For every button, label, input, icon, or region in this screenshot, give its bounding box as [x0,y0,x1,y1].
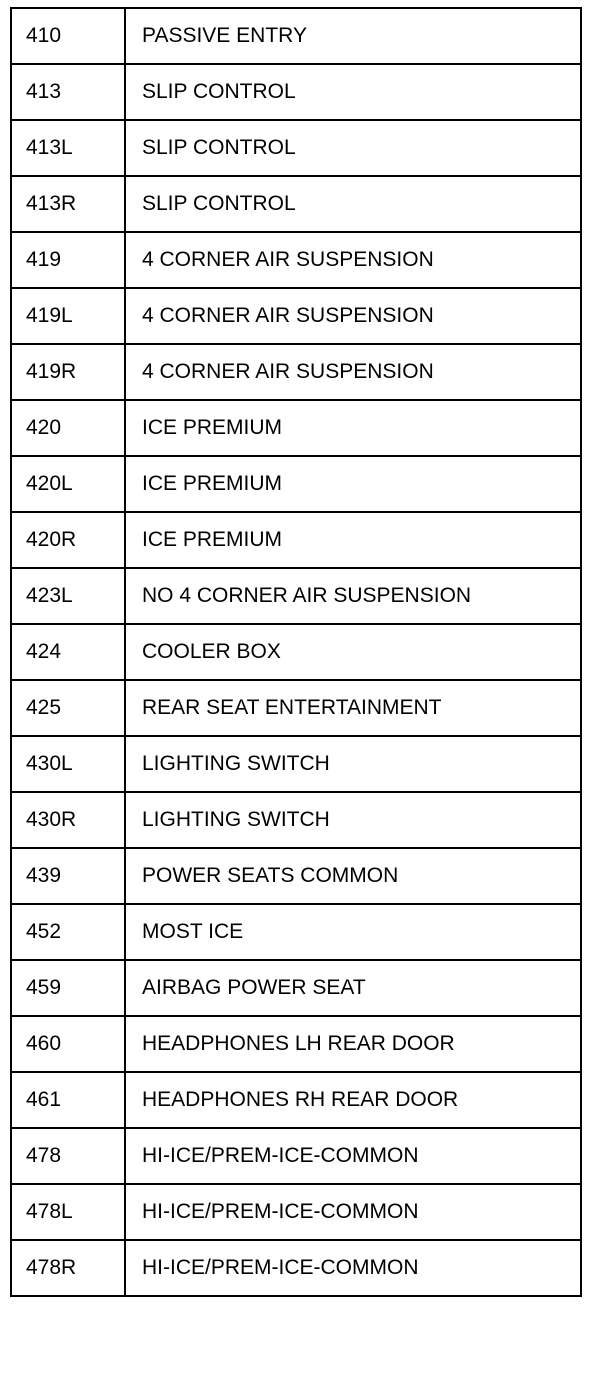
description-cell: 4 CORNER AIR SUSPENSION [125,288,581,344]
table-row [11,64,581,120]
table-row [11,680,581,736]
table-row [11,288,581,344]
table-row [11,8,581,64]
code-cell: 419R [11,344,125,400]
table-row [11,624,581,680]
code-cell: 420L [11,456,125,512]
code-cell: 459 [11,960,125,1016]
table-row [11,736,581,792]
code-cell: 413R [11,176,125,232]
description-cell: 4 CORNER AIR SUSPENSION [125,344,581,400]
table-row [11,960,581,1016]
table-row [11,176,581,232]
description-cell: HI-ICE/PREM-ICE-COMMON [125,1128,581,1184]
code-cell: 452 [11,904,125,960]
description-cell: ICE PREMIUM [125,456,581,512]
description-cell: REAR SEAT ENTERTAINMENT [125,680,581,736]
description-cell: 4 CORNER AIR SUSPENSION [125,232,581,288]
description-cell: SLIP CONTROL [125,64,581,120]
code-cell: 419 [11,232,125,288]
table-row [11,568,581,624]
description-cell: LIGHTING SWITCH [125,792,581,848]
code-cell: 425 [11,680,125,736]
table-row [11,1184,581,1240]
description-cell: NO 4 CORNER AIR SUSPENSION [125,568,581,624]
code-cell: 423L [11,568,125,624]
code-cell: 430L [11,736,125,792]
code-cell: 420R [11,512,125,568]
description-cell: SLIP CONTROL [125,176,581,232]
code-cell: 478L [11,1184,125,1240]
connector-code-table [10,7,582,1297]
code-cell: 460 [11,1016,125,1072]
table-row [11,1240,581,1296]
table-row [11,792,581,848]
code-cell: 478 [11,1128,125,1184]
table-row [11,1072,581,1128]
code-cell: 413 [11,64,125,120]
description-cell: COOLER BOX [125,624,581,680]
description-cell: HI-ICE/PREM-ICE-COMMON [125,1240,581,1296]
table-row [11,456,581,512]
description-cell: HI-ICE/PREM-ICE-COMMON [125,1184,581,1240]
code-cell: 413L [11,120,125,176]
table-row [11,1128,581,1184]
code-cell: 439 [11,848,125,904]
description-cell: LIGHTING SWITCH [125,736,581,792]
code-cell: 430R [11,792,125,848]
table-row [11,512,581,568]
description-cell: ICE PREMIUM [125,512,581,568]
description-cell: POWER SEATS COMMON [125,848,581,904]
table-row [11,904,581,960]
table-row [11,232,581,288]
description-cell: PASSIVE ENTRY [125,8,581,64]
table-row [11,848,581,904]
description-cell: HEADPHONES LH REAR DOOR [125,1016,581,1072]
code-cell: 419L [11,288,125,344]
description-cell: AIRBAG POWER SEAT [125,960,581,1016]
code-cell: 420 [11,400,125,456]
description-cell: ICE PREMIUM [125,400,581,456]
table-row [11,1016,581,1072]
description-cell: HEADPHONES RH REAR DOOR [125,1072,581,1128]
table-row [11,344,581,400]
table-body [11,8,581,1296]
table-row [11,120,581,176]
code-cell: 461 [11,1072,125,1128]
description-cell: SLIP CONTROL [125,120,581,176]
code-cell: 478R [11,1240,125,1296]
code-cell: 410 [11,8,125,64]
code-cell: 424 [11,624,125,680]
description-cell: MOST ICE [125,904,581,960]
table-row [11,400,581,456]
